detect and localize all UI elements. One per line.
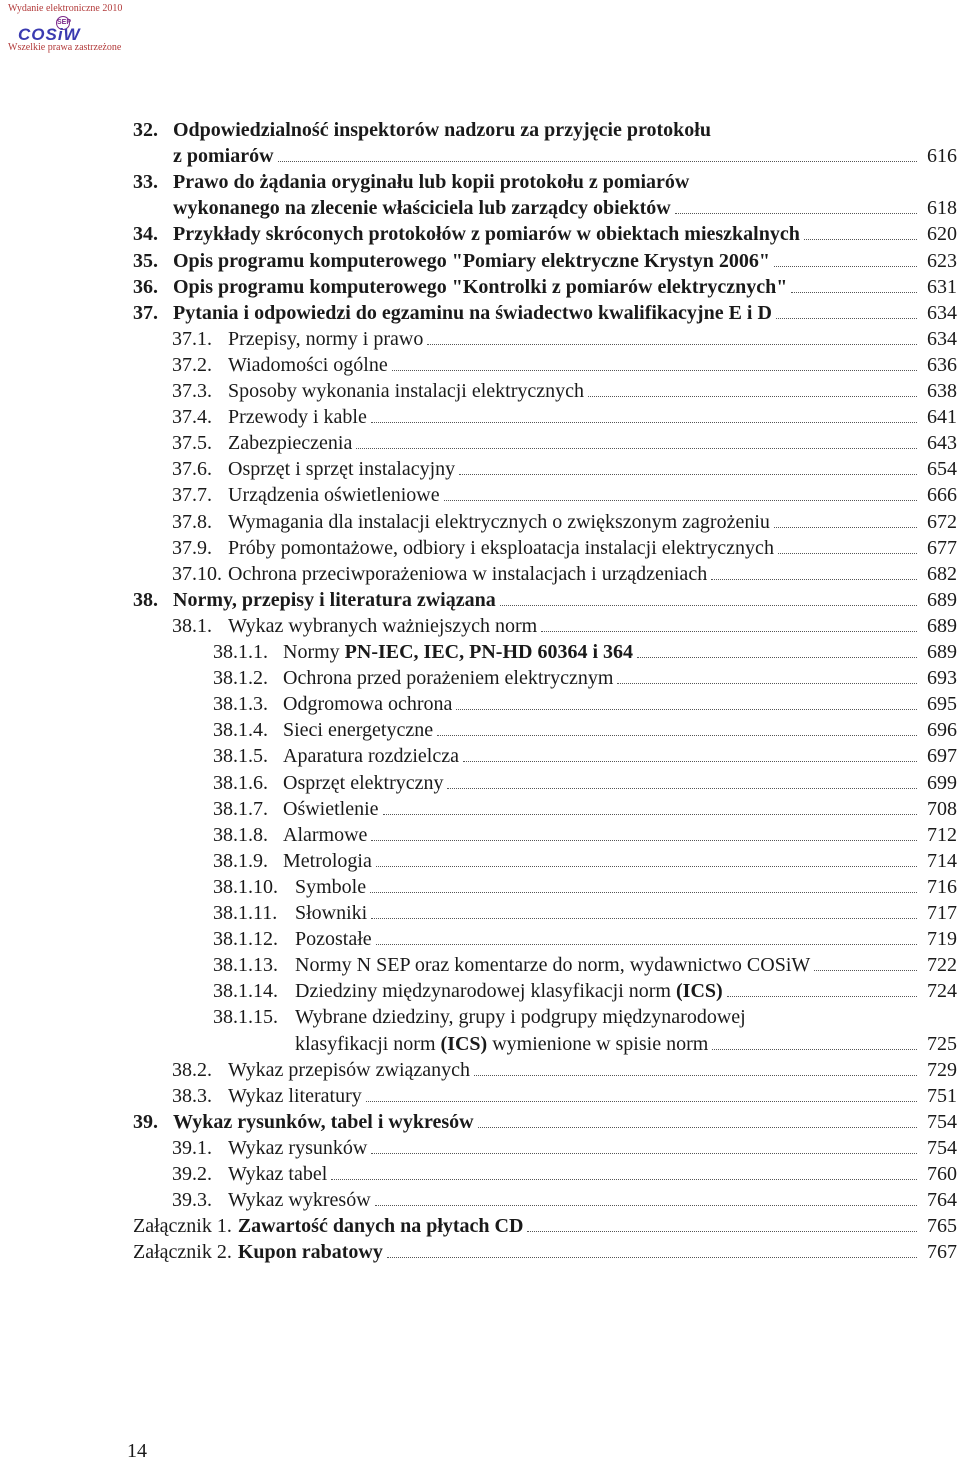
toc-entry-number: 38.1.4. [213,719,268,742]
toc-entry-page: 697 [927,745,957,768]
toc-entry-title-text: Wykaz wybranych ważniejszych norm [228,614,538,637]
toc-leader-dots [791,292,917,293]
toc-entry-title-text: Opis programu komputerowego "Pomiary elektryczne Krystyn 2006" [173,249,770,272]
toc-entry [172,613,957,639]
toc-leader-dots [387,1257,917,1258]
toc-entry-title [228,1083,362,1109]
toc-entry [172,378,957,404]
toc-entry-title-text: Przykłady skróconych protokołów z pomiarów w obiektach mieszkalnych [173,223,800,246]
toc-entry [133,1109,957,1135]
toc-entry-title [173,274,787,300]
toc-entry [133,169,957,195]
toc-entry-title-text: Zabezpieczenia [228,432,353,455]
toc-entry-number: 37.6. [172,458,212,481]
toc-entry-title-bold: (ICS) [676,980,723,1003]
toc-leader-dots [617,683,917,684]
toc-entry-title [228,404,367,430]
toc-entry-number: 39.2. [172,1163,212,1185]
toc-entry [172,1187,957,1213]
toc-entry-page: 623 [927,249,957,272]
toc-entry [172,456,957,482]
toc-entry-page: 717 [927,902,957,924]
toc-entry-number: 38.1.9. [213,849,268,872]
toc-entry-title-text: Wykaz rysunków [228,1136,368,1159]
toc-entry-page: 634 [927,301,957,324]
toc-entry-title-bold: (ICS) [440,1032,488,1055]
toc-entry [213,978,957,1004]
toc-entry-title [283,848,372,874]
toc-entry-title-text: Sieci energetyczne [283,719,434,742]
toc-leader-dots [778,553,917,554]
toc-entry-page: 634 [927,327,957,350]
toc-leader-dots [711,579,917,580]
toc-entry-number: 38.1.12. [213,928,278,951]
toc-entry-title-text: Wykaz przepisów związanych [228,1058,471,1081]
toc-entry-title [173,195,671,221]
toc-entry-title-text: Oświetlenie [283,797,379,820]
cosiw-logo-text: COSiW [18,25,81,44]
toc-entry [213,691,957,717]
toc-entry-page: 689 [927,641,957,663]
toc-entry-number: 37.9. [172,536,212,559]
toc-entry-title-text: wymienione w spisie norm [487,1032,709,1055]
toc-entry-title-text: z pomiarów [173,145,274,168]
toc-entry-page: 696 [927,719,957,742]
toc-entry-number: 37. [133,301,158,324]
page-number: 14 [127,1440,147,1462]
toc-entry-page: 699 [927,771,957,794]
toc-entry-page: 716 [927,875,957,898]
edition-note: Wydanie elektroniczne 2010 [8,3,123,14]
toc-leader-dots [370,892,917,893]
toc-entry [172,404,957,430]
toc-entry-title-text: Próby pomontażowe, odbiory i eksploatacja instalacji elektrycznych [228,536,774,559]
toc-entry [133,195,957,221]
toc-entry [172,535,957,561]
toc-entry-page: 722 [927,954,957,977]
toc-entry-title-text: Wykaz literatury [228,1084,362,1107]
toc-entry-title [295,926,372,952]
toc-entry-title-text: Wykaz rysunków, tabel i wykresów [173,1110,474,1133]
toc-entry-title-text: Przepisy, normy i prawo [228,327,424,350]
toc-entry-number: 38.1.5. [213,745,268,768]
toc-entry-title-text: Pytania i odpowiedzi do egzaminu na świadectwo kwalifikacyjne E i D [173,301,772,324]
toc-entry-number: 38.1.6. [213,771,268,794]
toc-entry-page: 620 [927,223,957,246]
toc-entry-title-text: Wiadomości ogólne [228,353,388,376]
toc-leader-dots [447,788,917,789]
toc-entry [213,1031,957,1057]
toc-leader-dots [727,996,917,997]
toc-entry [172,326,957,352]
toc-entry-page: 767 [927,1241,957,1264]
toc-entry-title-text: Alarmowe [283,823,368,846]
toc-entry-title [173,300,772,326]
toc-leader-dots [437,735,917,736]
toc-entry-title [173,169,689,195]
sep-logo-icon: SEP [56,16,70,30]
toc-entry-title [173,248,770,274]
toc-entry-title [295,1031,708,1057]
toc-entry-page: 616 [927,145,957,168]
toc-entry-title-text: Opis programu komputerowego "Kontrolki z pomiarów elektrycznych" [173,275,788,298]
toc-leader-dots [371,840,917,841]
toc-entry-title [228,1135,367,1161]
toc-entry-page: 764 [927,1189,957,1212]
toc-entry-title [238,1239,383,1265]
toc-entry [213,926,957,952]
toc-entry-page: 695 [927,693,957,716]
toc-entry-title [228,613,537,639]
toc-entry-title-text: Wymagania dla instalacji elektrycznych o zwiększonym zagrożeniu [228,510,770,533]
toc-entry [172,430,957,456]
toc-entry-title [295,952,810,978]
toc-entry-title-text: Dziedziny międzynarodowej klasyfikacji norm [295,980,676,1003]
toc-entry-number: 32. [133,119,158,141]
toc-entry-number: 38.1.2. [213,667,268,690]
toc-entry-title-text: Odpowiedzialność inspektorów nadzoru za przyjęcie protokołu [173,119,711,141]
toc-entry-title [173,587,496,613]
toc-entry-title [228,456,455,482]
toc-entry-title-text: Symbole [295,875,367,898]
toc-entry-title [173,1109,474,1135]
toc-entry [172,1161,957,1187]
toc-leader-dots [776,318,917,319]
toc-entry-title [228,1161,327,1187]
toc-entry-title-text: Normy, przepisy i literatura związana [173,588,496,611]
toc-entry [213,665,957,691]
toc-entry-title-text: Normy [283,641,345,663]
toc-entry-number: 37.4. [172,406,212,429]
toc-entry-number: 37.2. [172,353,212,376]
toc-entry-number: 37.3. [172,380,212,402]
toc-entry-title [295,978,723,1004]
toc-entry-title [283,743,459,769]
toc-leader-dots [500,605,917,606]
toc-entry [133,274,957,300]
toc-entry-title [283,691,452,717]
toc-entry-title [228,378,584,404]
toc-entry-number: 38.3. [172,1084,212,1107]
toc-entry-number: 37.10. [172,562,222,585]
toc-entry-title [283,770,443,796]
toc-leader-dots [675,213,917,214]
toc-entry-page: 672 [927,510,957,533]
toc-entry-title [173,117,711,143]
toc-entry [133,117,957,143]
toc-entry-page: 666 [927,484,957,507]
toc-leader-dots [444,500,917,501]
toc-entry [213,952,957,978]
toc-entry-title-text: Wykaz tabel [228,1163,328,1185]
toc-entry-number: 37.5. [172,432,212,455]
toc-entry-page: 618 [927,197,957,220]
toc-entry [172,352,957,378]
toc-entry-title [228,482,440,508]
toc-entry-title [228,326,423,352]
toc-entry-page: 719 [927,928,957,951]
toc-leader-dots [804,239,917,240]
toc-entry-page: 638 [927,380,957,402]
toc-entry-number: 38.1.7. [213,797,268,820]
toc-entry-title [228,430,352,456]
toc-entry-number: 35. [133,249,158,272]
toc-entry [213,743,957,769]
toc-leader-dots [456,709,917,710]
toc-leader-dots [541,631,917,632]
toc-entry-number: 38.1.13. [213,954,278,977]
toc-entry-page: 677 [927,536,957,559]
toc-entry-title [283,822,367,848]
toc-entry-title [228,1057,470,1083]
toc-entry-number: 33. [133,171,158,194]
toc-entry-page: 754 [927,1110,957,1133]
toc-entry [213,1004,957,1030]
toc-entry-number: 38.1. [172,614,212,637]
toc-entry-number: 37.8. [172,510,212,533]
toc-entry-page: 724 [927,980,957,1003]
toc-leader-dots [588,396,917,397]
toc-entry-title-bold: PN-IEC, IEC, PN-HD 60364 i 364 [344,641,634,663]
toc-entry-page: 751 [927,1084,957,1107]
toc-leader-dots [459,474,917,475]
toc-entry-page: 636 [927,353,957,376]
toc-entry-number: 38.1.3. [213,693,268,716]
toc-entry-title [295,1004,746,1030]
toc-entry-page: 693 [927,667,957,690]
toc-entry [213,874,957,900]
toc-entry-title [295,874,366,900]
toc-entry-title [228,1187,371,1213]
toc-entry-title [228,561,707,587]
toc-entry-title-bold: Kupon rabatowy [237,1241,383,1264]
toc-entry-title-text: Odgromowa ochrona [283,693,453,716]
toc-entry-number: 39.3. [172,1189,212,1212]
toc-entry-title-text: Urządzenia oświetleniowe [228,484,440,507]
toc-entry-page: 689 [927,588,957,611]
toc-entry-title [295,900,367,926]
toc-entry-number: 38.1.8. [213,823,268,846]
toc-leader-dots [392,370,917,371]
toc-entry-title-text: Ochrona przeciwporażeniowa w instalacjach i urządzeniach [228,562,708,585]
toc-entry-number: 39.1. [172,1136,212,1159]
toc-entry-title-text: Osprzęt i sprzęt instalacyjny [228,458,456,481]
toc-leader-dots [774,527,917,528]
toc-leader-dots [371,1153,917,1154]
toc-entry-title-text: Normy N SEP oraz komentarze do norm, wydawnictwo COSiW [295,954,811,977]
toc-entry [133,143,957,169]
toc-entry [133,1239,957,1265]
toc-leader-dots [427,344,917,345]
toc-entry-number: 38.1.1. [213,641,268,663]
toc-entry-title-text: Wykaz wykresów [228,1189,371,1212]
toc-entry [133,221,957,247]
toc-leader-dots [474,1075,917,1076]
toc-leader-dots [383,814,917,815]
toc-entry [213,770,957,796]
toc-entry-number: 38. [133,588,158,611]
toc-entry-title-bold: Zawartość danych na płytach CD [237,1215,524,1238]
toc-entry-number: 38.2. [172,1058,212,1081]
toc-entry-title-text: Przewody i kable [228,406,367,429]
toc-entry [213,822,957,848]
toc-entry-title [173,221,800,247]
toc-leader-dots [712,1049,917,1050]
toc-entry [133,587,957,613]
toc-entry-page: 725 [927,1032,957,1055]
toc-entry-page: 714 [927,849,957,872]
toc-entry-page: 682 [927,562,957,585]
toc-entry-title [283,717,433,743]
toc-entry [172,1057,957,1083]
toc-entry-page: 712 [927,823,957,846]
toc-leader-dots [774,266,917,267]
toc-leader-dots [637,657,917,658]
toc-entry-title [283,796,379,822]
toc-entry-title-text: Pozostałe [295,928,372,951]
toc-entry-title-text: Sposoby wykonania instalacji elektrycznych [228,380,585,402]
toc-entry-title [283,665,613,691]
toc-entry-page: 631 [927,275,957,298]
toc-entry-title [228,352,388,378]
toc-entry-title [228,509,770,535]
toc-entry [213,848,957,874]
toc-leader-dots [814,970,917,971]
toc-leader-dots [371,918,917,919]
toc-entry-title [283,639,633,665]
toc-entry-title-text: Wybrane dziedziny, grupy i podgrupy międzynarodowej [295,1006,746,1029]
toc-entry [172,1083,957,1109]
toc-entry-number: 37.1. [172,327,212,350]
toc-entry-page: 654 [927,458,957,481]
toc-entry [213,796,957,822]
toc-entry-number: 38.1.14. [213,980,278,1003]
toc-entry-page: 643 [927,432,957,455]
toc-entry-number: Załącznik 2. [133,1241,232,1264]
toc-leader-dots [376,866,917,867]
toc-entry-number: 38.1.10. [213,875,278,898]
toc-leader-dots [463,761,917,762]
toc-leader-dots [331,1179,917,1180]
toc-entry-number: 36. [133,275,158,298]
toc-entry [213,900,957,926]
toc-leader-dots [371,422,917,423]
toc-entry-number: 38.1.15. [213,1006,278,1029]
toc-entry-number: 34. [133,223,158,246]
toc-leader-dots [278,161,917,162]
toc-entry [172,482,957,508]
toc-entry-page: 708 [927,797,957,820]
toc-entry [213,639,957,665]
toc-entry-number: 38.1.11. [213,902,278,924]
toc-entry-title-text: Aparatura rozdzielcza [283,745,459,768]
toc-entry-title [238,1213,524,1239]
toc-entry-number: Załącznik 1. [133,1215,232,1238]
toc-entry-title-text: Prawo do żądania oryginału lub kopii protokołu z pomiarów [173,171,690,194]
toc-entry-title-text: klasyfikacji norm [295,1032,441,1055]
copyright-note: Wszelkie prawa zastrzeżone [8,42,122,53]
toc-entry-title [228,535,774,561]
toc-entry-title-text: Osprzęt elektryczny [283,771,444,794]
toc-leader-dots [478,1127,917,1128]
toc-leader-dots [366,1101,917,1102]
toc-entry-title [173,143,274,169]
toc-entry-page: 729 [927,1058,957,1081]
toc-entry-page: 754 [927,1136,957,1159]
toc-entry-page: 760 [927,1163,957,1185]
toc-entry [172,1135,957,1161]
toc-entry [133,1213,957,1239]
toc-entry-page: 765 [927,1215,957,1238]
toc-leader-dots [527,1231,917,1232]
toc-entry-page: 689 [927,614,957,637]
toc-entry [172,561,957,587]
toc-leader-dots [375,1205,917,1206]
toc-leader-dots [376,944,917,945]
toc-entry [213,717,957,743]
toc-entry [133,248,957,274]
toc-leader-dots [356,448,917,449]
toc-entry-title-text: Ochrona przed porażeniem elektrycznym [283,667,614,690]
toc-entry [172,509,957,535]
toc-entry-title-text: wykonanego na zlecenie właściciela lub zarządcy obiektów [173,197,671,220]
toc-entry-page: 641 [927,406,957,429]
toc-entry-number: 39. [133,1110,158,1133]
toc-entry-number: 37.7. [172,484,212,507]
toc-entry-title-text: Metrologia [283,849,372,872]
toc-entry [133,300,957,326]
toc-entry-title-text: Słowniki [295,902,368,924]
